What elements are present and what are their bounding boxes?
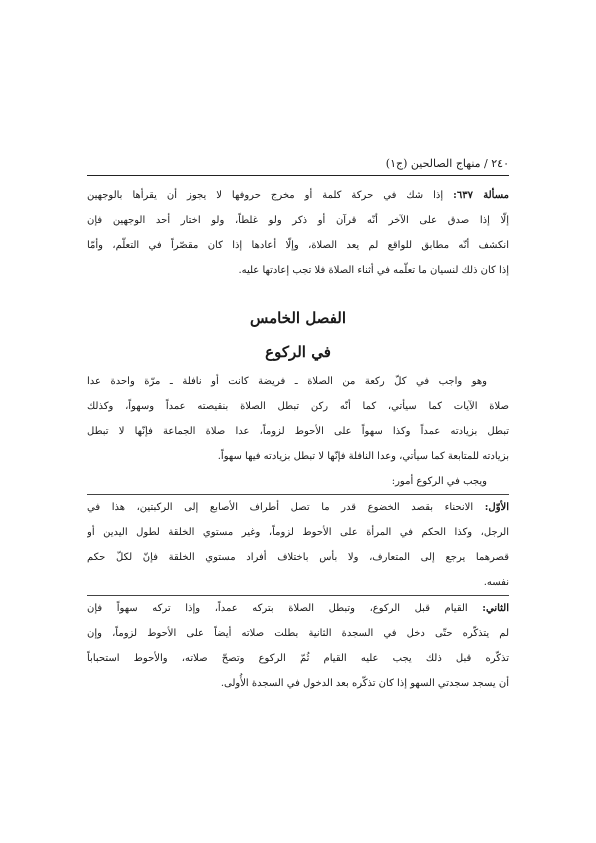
page-body	[87, 183, 509, 696]
text-line: نفسه.	[483, 577, 509, 588]
issue-637-paragraph	[87, 183, 509, 283]
text-line	[87, 183, 509, 208]
text-line: لم يتذكّره حتّى دخل في السجدة الثانية بطلت صلاته أيضاً على الأحوط لزوماً، وإن	[87, 628, 509, 639]
line-text: الانحناء بقصد الخضوع قدر ما تصل أطراف الأصابع إلى الركبتين، هذا في	[87, 502, 474, 513]
text-line: إلّا إذا صدق على الآخر أنّه قرآن أو ذكر ولو غلطاً، ولو اختار أحد الوجهين فإن	[87, 215, 509, 226]
requirement-label: الثاني:	[482, 603, 509, 614]
running-header: ٢٤٠ / منهاج الصالحين (ج١)	[385, 157, 509, 170]
text-line: إذا كان ذلك لنسيان ما تعلّمه في أثناء الصلاة فلا تجب إعادتها عليه.	[238, 265, 509, 276]
text-line: ويجب في الركوع أمور:	[391, 476, 487, 487]
issue-number: مسألة ٦٣٧:	[453, 190, 509, 201]
text-line: أن يسجد سجدتي السهو إذا كان تذكّره بعد الدخول في السجدة الأُولى.	[220, 678, 509, 689]
ruku-intro-paragraph	[87, 369, 509, 494]
chapter-title: الفصل الخامس	[249, 309, 347, 327]
first-requirement-paragraph	[87, 495, 509, 595]
text-line	[87, 596, 509, 621]
text-line: بزيادته للمتابعة كما سيأتي، وعدا النافلة فإنّها لا تبطل بزيادته فيها سهواً.	[217, 451, 509, 462]
text-line: انكشف أنّه مطابق للواقع لم يعد الصلاة، وإلّا أعادها إذا كان مقصّراً في التعلّم، وأمّا	[87, 240, 509, 251]
header-rule	[87, 175, 509, 176]
text-line: قصرهما يرجع إلى المتعارف، ولا بأس باختلاف أفراد مستوي الخلقة فإنّ لكلّ حكم	[87, 552, 509, 563]
requirement-label: الأوّل:	[484, 502, 509, 513]
text-line: تذكّره قبل ذلك يجب عليه القيام ثُمّ الركوع وتصحّ صلاته، والأحوط استحباباً	[87, 653, 509, 664]
line-text: القيام قبل الركوع، وتبطل الصلاة بتركه عمداً، وإذا تركه سهواً فإن	[87, 603, 468, 614]
second-requirement-paragraph	[87, 596, 509, 696]
text-line: صلاة الآيات كما سيأتي، كما أنّه ركن تبطل الصلاة بنقيصته عمداً وسهواً، وكذلك	[87, 401, 509, 412]
spacer	[87, 283, 509, 301]
text-line: تبطل بزيادته عمداً وكذا سهواً على الأحوط لزوماً، عدا صلاة الجماعة فإنّها لا تبطل	[87, 426, 509, 437]
chapter-subtitle: في الركوع	[265, 343, 331, 361]
line-text: إذا شك في حركة كلمة أو مخرج حروفها لا يجوز أن يقرأها بالوجهين	[87, 190, 444, 201]
text-line	[87, 495, 509, 520]
text-line: الرجل، وكذا الحكم في المرأة على الأحوط لزوماً، وغير مستوي الخلقة لطول اليدين أو	[87, 527, 509, 538]
text-line: وهو واجب في كلّ ركعة من الصلاة ـ فريضة كانت أو نافلة ـ مرّة واحدة عدا	[87, 376, 487, 387]
